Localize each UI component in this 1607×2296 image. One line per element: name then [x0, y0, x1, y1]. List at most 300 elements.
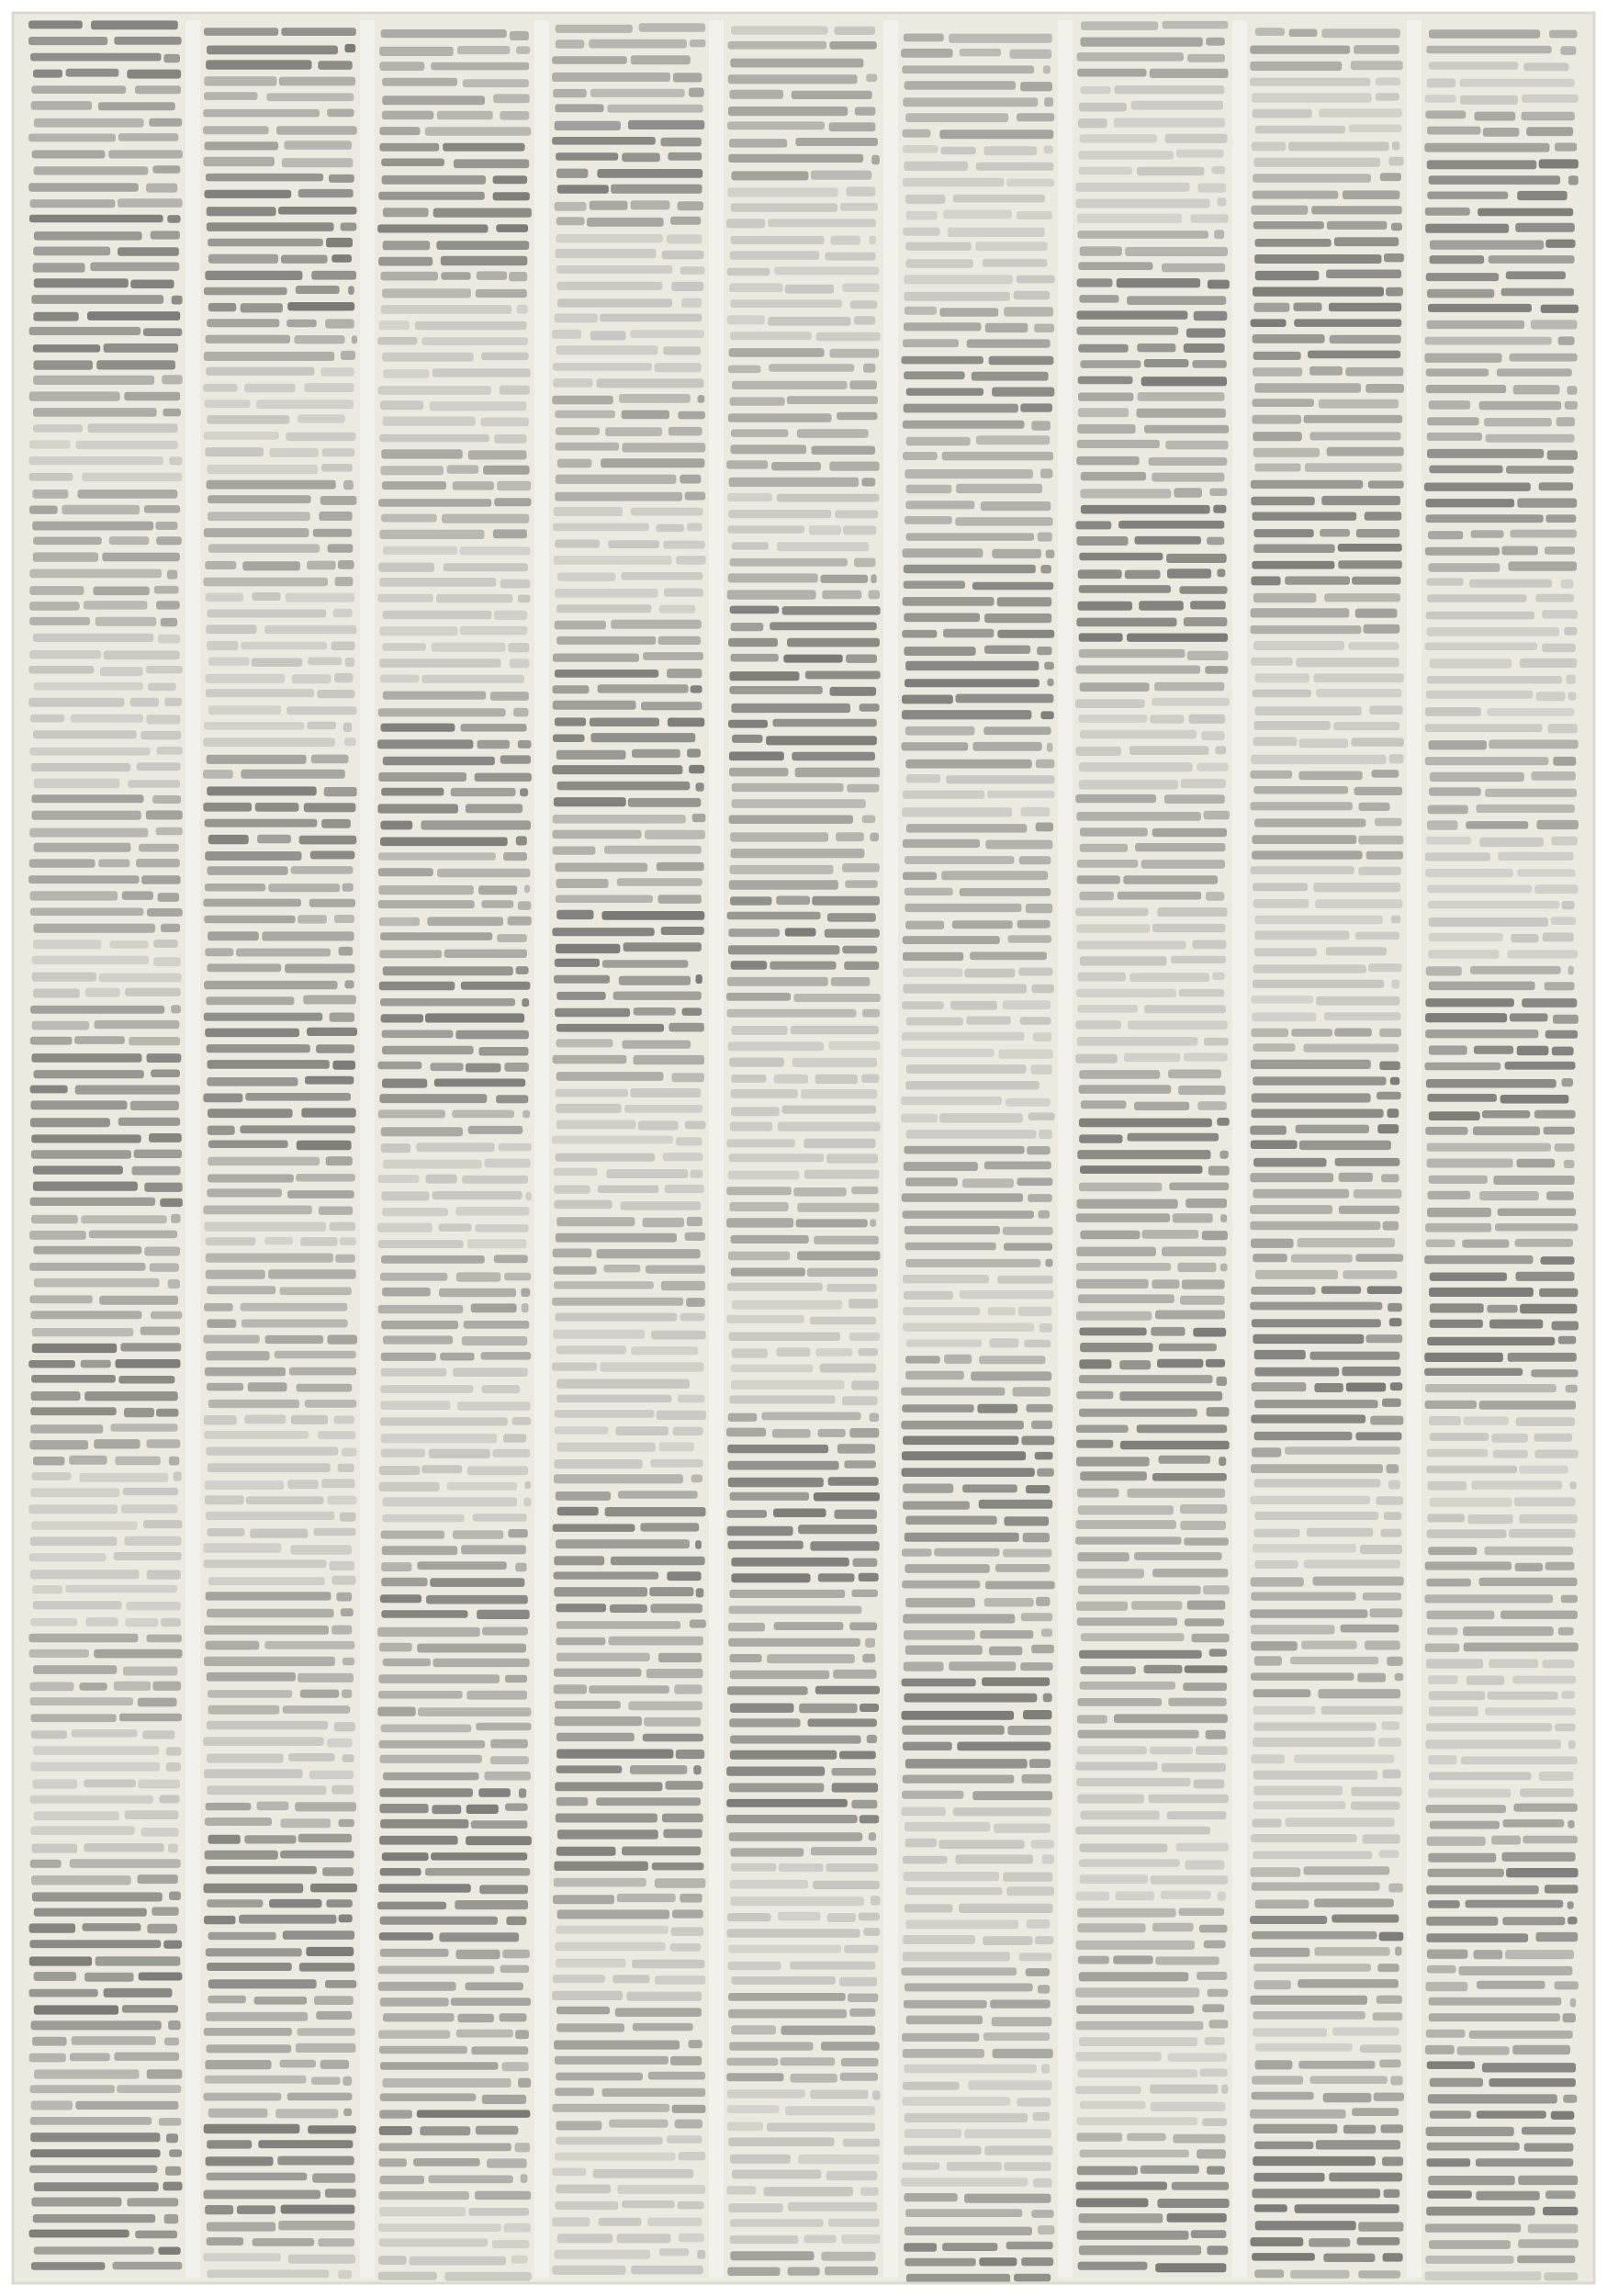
rug-dash: [444, 950, 527, 958]
rug-dash: [904, 2193, 957, 2201]
rug-dash: [1427, 676, 1562, 684]
rug-dash: [556, 1233, 677, 1243]
rug-dash: [478, 740, 511, 749]
rug-dash: [905, 2209, 1022, 2217]
rug-dash: [84, 601, 148, 610]
rug-dash: [298, 414, 345, 422]
rug-dash: [1487, 708, 1574, 716]
rug-dash: [132, 1166, 181, 1176]
rug-dash: [903, 2082, 960, 2090]
rug-dash: [1019, 1953, 1052, 1961]
rug-dash: [726, 1767, 825, 1776]
rug-dash: [343, 1658, 354, 1666]
rug-dash: [32, 2037, 67, 2046]
rug-dash: [206, 1446, 338, 1455]
rug-dash: [1078, 393, 1133, 401]
rug-dash: [730, 1122, 772, 1131]
rug-dash: [378, 1674, 500, 1683]
rug-dash: [1389, 157, 1404, 166]
rug-dash: [425, 1868, 530, 1876]
rug-dash: [508, 643, 529, 652]
rug-dash: [1220, 1264, 1228, 1272]
rug-dash: [982, 1677, 1050, 1686]
rug-dash: [207, 963, 281, 972]
rug-dash: [1254, 948, 1317, 956]
rug-dash: [983, 726, 1051, 735]
rug-dash: [305, 1076, 354, 1085]
rug-dash: [281, 1818, 332, 1828]
rug-dash: [1489, 740, 1578, 749]
rug-dash: [626, 1992, 702, 2001]
rug-dash: [821, 2042, 880, 2051]
rug-dash: [1304, 1044, 1399, 1052]
rug-dash: [1251, 1641, 1298, 1650]
rug-dash: [1127, 634, 1228, 642]
rug-dash: [1429, 29, 1540, 39]
rug-dash: [444, 2272, 531, 2281]
rug-dash: [203, 803, 252, 812]
rug-dash: [727, 1913, 770, 1921]
rug-dash: [1359, 803, 1390, 811]
rug-dash: [1365, 512, 1402, 521]
rug-dash: [335, 1255, 355, 1263]
rug-dash: [30, 1424, 103, 1434]
rug-dash: [1028, 1194, 1052, 1202]
rug-dash: [208, 1060, 330, 1069]
rug-dash: [432, 643, 506, 652]
rug-dash: [649, 1587, 693, 1596]
rug-dash: [207, 1528, 244, 1536]
rug-dash: [1503, 1819, 1565, 1828]
rug-dash: [903, 936, 1000, 944]
rug-dash: [378, 257, 433, 266]
rug-dash: [296, 2043, 356, 2053]
rug-dash: [33, 989, 80, 998]
rug-dash: [673, 73, 702, 82]
rug-dash: [1123, 875, 1218, 884]
rug-dash: [663, 1829, 702, 1839]
rug-dash: [905, 1533, 1019, 1542]
rug-dash: [1304, 415, 1403, 423]
rug-dash: [1354, 45, 1399, 54]
rug-dash: [1427, 289, 1494, 298]
rug-dash: [32, 1472, 72, 1480]
rug-dash: [77, 490, 177, 499]
rug-dash: [206, 674, 286, 683]
rug-dash: [1207, 2167, 1225, 2175]
rug-dash: [992, 549, 1041, 558]
rug-dash: [1185, 1618, 1224, 1626]
rug-dash: [508, 917, 532, 926]
rug-dash: [516, 966, 529, 974]
rug-dash: [207, 1609, 334, 1618]
rug-dash: [556, 265, 673, 274]
rug-dash: [278, 2221, 354, 2230]
rug-dash: [1253, 1043, 1295, 1052]
rug-dash: [905, 679, 1039, 687]
rug-dash: [726, 1218, 793, 1227]
rug-dash: [650, 1604, 702, 1613]
rug-dash: [728, 525, 805, 534]
rug-dash: [726, 1187, 792, 1195]
rug-dash: [1115, 85, 1225, 94]
rug-dash: [437, 111, 493, 120]
rug-dash: [1427, 78, 1456, 87]
rug-dash: [1254, 930, 1349, 940]
rug-dash: [378, 885, 473, 895]
rug-dash: [30, 1860, 62, 1868]
rug-dash: [1294, 1755, 1394, 1763]
rug-dash: [976, 163, 1054, 171]
rug-dash: [556, 1217, 635, 1226]
rug-dash: [810, 2089, 868, 2099]
rug-dash: [687, 748, 701, 758]
rug-dash: [1358, 836, 1403, 845]
rug-dash: [797, 1251, 880, 1260]
rug-dash: [1076, 1425, 1129, 1434]
rug-dash: [1425, 2045, 1455, 2054]
rug-dash: [1395, 1673, 1404, 1681]
rug-dash: [207, 2140, 252, 2148]
rug-dash: [556, 2007, 610, 2015]
rug-dash: [206, 1237, 256, 1245]
rug-dash: [30, 1311, 141, 1319]
rug-dash: [203, 770, 233, 779]
rug-dash: [631, 2266, 703, 2275]
rug-dash: [611, 620, 702, 629]
rug-dash: [648, 2072, 705, 2080]
rug-dash: [788, 2202, 877, 2212]
rug-dash: [85, 1617, 118, 1626]
rug-dash: [731, 1573, 810, 1582]
rug-dash: [732, 799, 866, 808]
rug-dash: [242, 1320, 348, 1328]
rug-dash: [453, 1530, 503, 1538]
rug-dash: [1379, 1029, 1401, 1037]
rug-dash: [659, 1442, 694, 1451]
rug-dash: [206, 2012, 308, 2021]
rug-dash: [1254, 158, 1381, 167]
rug-dash: [207, 1383, 243, 1391]
rug-dash: [321, 464, 353, 472]
rug-dash: [122, 2005, 178, 2013]
rug-dash: [782, 606, 881, 615]
rug-dash: [499, 1143, 532, 1152]
rug-dash: [28, 1504, 118, 1514]
rug-dash: [1206, 1359, 1225, 1367]
rug-dash: [1366, 1334, 1403, 1343]
rug-dash: [204, 981, 337, 989]
rug-dash: [690, 1620, 706, 1628]
rug-dash: [698, 395, 705, 403]
rug-dash: [812, 896, 880, 906]
rug-dash: [728, 1945, 841, 1953]
rug-dash: [610, 1604, 647, 1613]
rug-dash: [555, 959, 600, 967]
rug-dash: [1044, 662, 1054, 670]
rug-dash: [860, 2188, 879, 2196]
rug-dash: [1077, 1199, 1178, 1209]
rug-dash: [903, 872, 937, 881]
rug-dash: [1286, 1818, 1395, 1827]
rug-dash: [29, 1649, 89, 1658]
rug-dash: [726, 2186, 756, 2194]
rug-dash: [1299, 738, 1349, 748]
rug-dash: [31, 1714, 117, 1722]
rug-dash: [556, 1797, 589, 1806]
rug-dash: [1427, 820, 1458, 829]
rug-dash: [849, 1622, 877, 1630]
rug-dash: [1382, 1399, 1401, 1407]
rug-dash: [553, 89, 587, 97]
rug-dash: [204, 2093, 282, 2101]
rug-dash: [728, 720, 768, 728]
rug-dash: [1079, 649, 1186, 658]
rug-dash: [521, 2174, 528, 2183]
rug-dash: [99, 1296, 178, 1305]
rug-dash: [147, 1924, 177, 1933]
rug-dash: [1045, 1259, 1052, 1267]
rug-dash: [728, 573, 818, 582]
rug-dash: [167, 215, 180, 223]
rug-dash: [30, 891, 118, 900]
rug-dash: [203, 1206, 311, 1215]
rug-dash: [1299, 1141, 1391, 1150]
rug-dash: [118, 1376, 174, 1384]
rug-dash: [504, 1063, 529, 1072]
rug-dash: [557, 1443, 657, 1452]
rug-dash: [425, 1013, 524, 1022]
rug-dash: [663, 346, 701, 355]
rug-dash: [30, 1118, 110, 1127]
rug-dash: [730, 1704, 794, 1713]
rug-dash: [863, 364, 875, 373]
rug-dash: [905, 1646, 983, 1655]
rug-dash: [1080, 360, 1141, 368]
rug-dash: [773, 719, 877, 727]
rug-dash: [500, 386, 530, 395]
rug-dash: [1428, 1191, 1471, 1199]
rug-column-ridge: [1232, 20, 1247, 2278]
rug-dash: [764, 2187, 854, 2196]
rug-dash: [31, 1134, 141, 1142]
rug-dash: [826, 1284, 876, 1292]
rug-dash: [148, 683, 176, 692]
rug-dash: [1429, 982, 1535, 991]
rug-dash: [1186, 1199, 1227, 1208]
rug-dash: [1125, 247, 1228, 256]
rug-dash: [1251, 1754, 1285, 1763]
rug-dash: [1142, 1230, 1199, 1239]
rug-dash: [906, 485, 952, 494]
rug-dash: [1077, 231, 1208, 239]
rug-dash: [1369, 705, 1402, 715]
rug-dash: [1078, 377, 1133, 385]
rug-dash: [1253, 721, 1330, 730]
rug-dash: [984, 1162, 1051, 1170]
rug-dash: [1363, 1593, 1401, 1601]
rug-dash: [995, 1564, 1051, 1572]
rug-dash: [1543, 2207, 1578, 2215]
rug-dash: [1254, 818, 1365, 827]
rug-dash: [379, 434, 489, 442]
rug-dash: [1080, 956, 1167, 965]
rug-dash: [731, 623, 764, 631]
rug-dash: [967, 339, 1051, 347]
rug-dash: [1427, 1950, 1468, 1959]
rug-dash: [447, 465, 479, 473]
rug-dash: [490, 1756, 529, 1764]
rug-dash: [1545, 514, 1576, 523]
rug-dash: [30, 2133, 160, 2142]
rug-dash: [204, 1559, 327, 1568]
rug-dash: [1352, 2108, 1399, 2116]
rug-dash: [156, 827, 183, 836]
rug-dash: [1253, 1786, 1343, 1795]
rug-dash: [1076, 1941, 1196, 1950]
rug-dash: [1254, 1656, 1282, 1665]
rug-dash: [1047, 679, 1053, 687]
rug-dash: [461, 982, 531, 990]
rug-dash: [301, 1109, 355, 1118]
rug-dash: [870, 833, 879, 842]
rug-dash: [377, 1627, 480, 1637]
rug-dash: [1026, 1968, 1050, 1976]
rug-dash: [33, 940, 101, 949]
rug-dash: [1194, 311, 1228, 321]
rug-dash: [1498, 1209, 1577, 1216]
rug-dash: [150, 1263, 179, 1271]
rug-dash: [1036, 823, 1053, 832]
rug-dash: [1150, 2085, 1218, 2094]
rug-dash: [1324, 1012, 1401, 1020]
rug-dash: [732, 381, 848, 389]
rug-dash: [1137, 1424, 1227, 1433]
rug-dash: [1077, 1005, 1138, 1013]
rug-dash: [439, 1289, 516, 1297]
rug-dash: [811, 171, 871, 180]
rug-dash: [325, 1980, 356, 1988]
rug-dash: [730, 671, 800, 681]
rug-dash: [589, 39, 687, 49]
rug-dash: [205, 884, 265, 892]
rug-dash: [483, 466, 530, 475]
rug-dash: [437, 869, 530, 877]
rug-dash: [31, 794, 143, 803]
rug-dash: [1545, 1562, 1575, 1570]
rug-dash: [1539, 1289, 1578, 1297]
rug-dash: [1478, 208, 1573, 217]
rug-dash: [673, 1427, 703, 1435]
rug-dash: [905, 760, 1031, 769]
rug-dash: [1551, 837, 1578, 846]
rug-dash: [1075, 747, 1121, 756]
rug-dash: [729, 1606, 862, 1615]
rug-dash: [643, 1734, 703, 1742]
rug-dash: [516, 836, 527, 845]
rug-dash: [830, 349, 880, 358]
rug-dash: [810, 1541, 879, 1550]
rug-dash: [624, 942, 702, 951]
rug-dash: [1546, 1191, 1574, 1200]
rug-dash: [1425, 1384, 1556, 1392]
rug-dash: [206, 1948, 302, 1956]
rug-dash: [33, 1182, 138, 1191]
rug-dash: [696, 1588, 704, 1597]
rug-dash: [1428, 563, 1500, 572]
rug-dash: [32, 1344, 117, 1353]
rug-dash: [1021, 807, 1051, 816]
rug-dash: [378, 1966, 495, 1975]
rug-dash: [32, 811, 141, 820]
rug-dash: [28, 20, 83, 28]
rug-dash: [1255, 2221, 1356, 2230]
rug-dash: [339, 1915, 353, 1923]
rug-dash: [1035, 1452, 1053, 1460]
rug-dash: [1428, 1900, 1460, 1908]
rug-dash: [1080, 1874, 1149, 1884]
rug-dash: [1250, 1205, 1332, 1214]
rug-dash: [1253, 964, 1366, 973]
rug-dash: [1357, 1673, 1386, 1683]
rug-dash: [661, 138, 702, 147]
rug-dash: [1474, 1046, 1513, 1054]
rug-dash: [731, 1976, 836, 1985]
rug-dash: [205, 948, 233, 956]
rug-dash: [905, 1259, 1040, 1267]
rug-dash: [34, 924, 156, 933]
rug-dash: [31, 295, 163, 304]
rug-dash: [905, 856, 1015, 864]
rug-dash: [1027, 1919, 1051, 1929]
rug-dash: [607, 105, 702, 113]
rug-dash: [787, 396, 878, 404]
rug-dash: [781, 2057, 836, 2065]
rug-dash: [379, 321, 410, 330]
rug-dash: [556, 1733, 635, 1741]
rug-dash: [828, 1041, 880, 1050]
rug-dash: [1543, 1660, 1575, 1668]
rug-dash: [1488, 1692, 1558, 1700]
rug-dash: [685, 492, 706, 501]
rug-dash: [553, 735, 585, 743]
rug-dash: [378, 1691, 463, 1699]
rug-dash: [1428, 1853, 1496, 1863]
rug-dash: [1252, 2253, 1315, 2261]
rug-dash: [344, 980, 354, 988]
rug-dash: [1152, 1569, 1228, 1577]
rug-dash: [296, 1174, 355, 1181]
rug-dash: [1014, 291, 1051, 300]
rug-dash: [680, 1894, 702, 1903]
rug-dash: [556, 750, 626, 760]
rug-dash: [381, 449, 462, 458]
rug-dash: [695, 1540, 702, 1549]
rug-dash: [276, 126, 357, 135]
rug-dash: [1382, 1721, 1400, 1729]
rug-dash: [492, 1449, 530, 1458]
rug-dash: [152, 1682, 181, 1691]
rug-dash: [729, 139, 787, 148]
rug-dash: [381, 1562, 411, 1571]
rug-dash: [600, 314, 702, 322]
rug-dash: [842, 284, 879, 293]
rug-dash: [652, 1863, 704, 1870]
rug-dash: [1534, 1450, 1578, 1458]
rug-dash: [1193, 1328, 1226, 1337]
rug-dash: [1080, 1843, 1168, 1852]
rug-dash: [903, 178, 1005, 187]
